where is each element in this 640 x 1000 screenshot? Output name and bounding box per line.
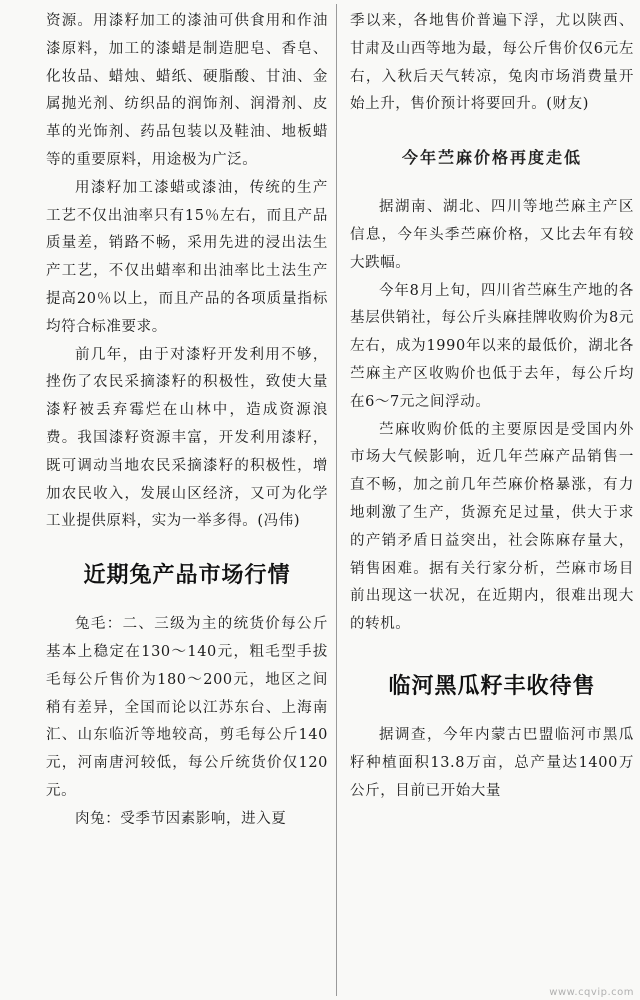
watermark-text: www.cqvip.com xyxy=(549,987,634,998)
article-paragraph: 兔毛：二、三级为主的统货价每公斤基本上稳定在130～140元，粗毛型手拔毛每公斤售价为180～200元，地区之间稍有差异，全国而论以江苏东台、上海南汇、山东临沂等地较高，剪毛每公斤140元，河南唐河较低，每公斤统货价仅120元。 xyxy=(46,616,328,799)
article-paragraph: 苎麻收购价低的主要原因是受国内外市场大气候影响，近几年苎麻产品销售一直不畅，加之前几年苎麻价格暴涨，有力地刺激了生产，货源充足过量，供大于求的产销矛盾日益突出，社会陈麻存量大，销售困难。据有关行家分析，苎麻市场目前出现这一状况，在近期内，很难出现大的转机。 xyxy=(350,421,634,633)
article-paragraph: 据调查，今年内蒙古巴盟临河市黑瓜籽种植面积13.8万亩，总产量达1400万公斤，目前已开始大量 xyxy=(350,726,634,799)
article-paragraph: 今年8月上旬，四川省苎麻生产地的各基层供销社，每公斤头麻挂牌收购价为8元左右，成为1990年以来的最低价，湖北各苎麻主产区收购价也低于去年，每公斤均在6～7元之间浮动。 xyxy=(350,282,634,410)
article-headline-melon-seeds: 临河黑瓜籽丰收待售 xyxy=(388,673,596,699)
article-paragraph: 用漆籽加工漆蜡或漆油，传统的生产工艺不仅出油率只有15％左右，而且产品质量差，销路不畅，采用先进的浸出法生产工艺，不仅出蜡率和出油率比土法生产提高20％以上，而且产品的各项质量指标均符合标准要求。 xyxy=(46,179,328,335)
article-paragraph: 前几年，由于对漆籽开发利用不够，挫伤了农民采摘漆籽的积极性，致使大量漆籽被丢弃霉烂在山林中，造成资源浪费。我国漆籽资源丰富，开发利用漆籽，既可调动当地农民采摘漆籽的积极性，增加农民收入，发展山区经济，又可为化学工业提供原料，实为一举多得。(冯伟) xyxy=(46,346,328,530)
article-paragraph: 资源。用漆籽加工的漆油可供食用和作油漆原料，加工的漆蜡是制造肥皂、香皂、化妆品、蜡烛、蜡纸、硬脂酸、甘油、金属抛光剂、纺织品的润饰剂、润滑剂、皮革的光饰剂、药品包装以及鞋油、地板蜡等的重要原料，用途极为广泛。 xyxy=(46,13,328,168)
left-column xyxy=(46,8,328,1000)
column-divider xyxy=(336,4,337,996)
article-headline-rabbit-market: 近期兔产品市场行情 xyxy=(83,563,291,589)
right-column xyxy=(350,8,634,1000)
article-paragraph: 肉兔：受季节因素影响，进入夏 xyxy=(75,810,287,827)
article-headline-ramie-price: 今年苎麻价格再度走低 xyxy=(401,148,582,168)
article-paragraph: 据湖南、湖北、四川等地苎麻主产区信息，今年头季苎麻价格，又比去年有较大跌幅。 xyxy=(350,199,634,271)
article-paragraph: 季以来，各地售价普遍下浮，尤以陕西、甘肃及山西等地为最，每公斤售价仅6元左右，入秋后天气转凉，兔肉市场消费量开始上升，售价预计将要回升。(财友) xyxy=(350,13,634,113)
